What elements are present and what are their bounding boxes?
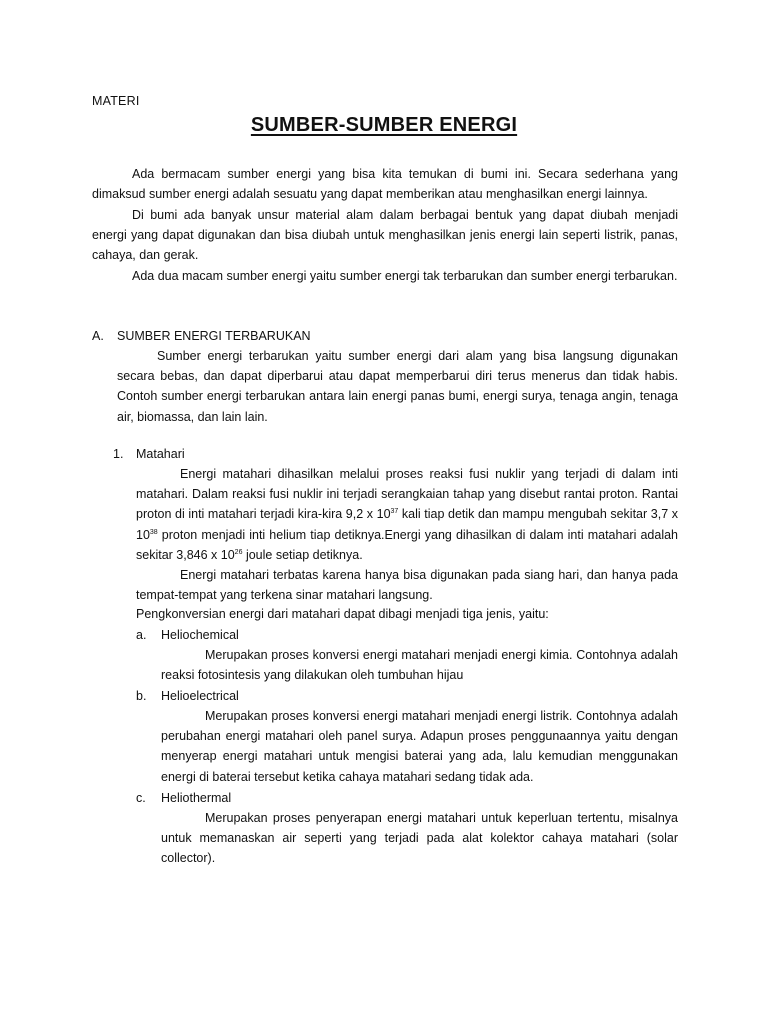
- exponent-37: 37: [390, 508, 399, 516]
- section-a-paragraph: Sumber energi terbarukan yaitu sumber energi dari alam yang bisa langsung digunakan secara bebas, dan dapat diperbarui atau dapat memperbarui diri terus menerus dan tidak habis. Contoh sumber energi terbarukan antara lain energi panas bumi, energi surya, tenaga angin, tenaga air, biomassa, dan lain lain.: [117, 349, 678, 424]
- item-b-title: Helioelectrical: [161, 689, 239, 703]
- intro-paragraph-3: Ada dua macam sumber energi yaitu sumber energi tak terbarukan dan sumber energi terbarukan.: [132, 269, 678, 283]
- matahari-paragraph-3: Pengkonversian energi dari matahari dapat dibagi menjadi tiga jenis, yaitu:: [136, 607, 549, 621]
- intro-paragraph-1: Ada bermacam sumber energi yang bisa kita temukan di bumi ini. Secara sederhana yang dimaksud sumber energi adalah sesuatu yang dapat memberikan atau menghasilkan energi lainnya.: [92, 167, 678, 202]
- item-c-title: Heliothermal: [161, 791, 232, 805]
- exponent-26: 26: [234, 548, 243, 556]
- matahari-paragraph-1: Energi matahari dihasilkan melalui proses reaksi fusi nuklir yang terjadi di dalam inti matahari. Dalam reaksi fusi nuklir ini terjadi serangkaian tahap yang disebut rantai proton. Rantai proton di inti matahari terjadi kira-kira 9,2 x $10^{37}$ kali tiap detik dan mampu mengubah sekitar 3,7 x $10^{38}$ proton menjadi inti helium tiap detiknya.Energi yang dihasilkan di dalam inti matahari adalah sekitar 3,846 x $10^{26}$ joule setiap detiknya.: [136, 467, 678, 562]
- item-a-title: Heliochemical: [161, 628, 239, 642]
- matahari-marker: 1.: [113, 447, 124, 461]
- header-label: MATERI: [92, 94, 140, 108]
- item-a-text: Merupakan proses konversi energi matahari menjadi energi kimia. Contohnya adalah reaksi fotosintesis yang dilakukan oleh tumbuhan hijau: [161, 648, 678, 683]
- item-c-text: Merupakan proses penyerapan energi matahari untuk keperluan tertentu, misalnya untuk memanaskan air seperti yang terjadi pada alat kolektor cahaya matahari (solar collector).: [161, 811, 678, 866]
- section-a-heading: SUMBER ENERGI TERBARUKAN: [117, 329, 311, 343]
- item-b-text: Merupakan proses konversi energi matahari menjadi energi listrik. Contohnya adalah perubahan energi matahari oleh panel surya. Adapun proses penggunaannya yaitu dengan menyerap energi matahari untuk mengisi baterai yang ada, lalu kemudian menggunakan energi di baterai tersebut ketika cahaya matahari sedang tidak ada.: [161, 709, 678, 784]
- matahari-paragraph-2: Energi matahari terbatas karena hanya bisa digunakan pada siang hari, dan hanya pada tempat-tempat yang terkena sinar matahari langsung.: [136, 568, 678, 603]
- document-title: SUMBER-SUMBER ENERGI: [250, 114, 518, 136]
- section-a-marker: A.: [92, 329, 104, 343]
- matahari-heading: Matahari: [136, 447, 185, 461]
- item-c-marker: c.: [136, 791, 146, 805]
- exponent-38: 38: [149, 528, 158, 536]
- item-a-marker: a.: [136, 628, 147, 642]
- item-b-marker: b.: [136, 689, 147, 703]
- intro-paragraph-2: Di bumi ada banyak unsur material alam dalam berbagai bentuk yang dapat diubah menjadi energi yang dapat digunakan dan bisa diubah untuk menghasilkan jenis energi lain seperti listrik, panas, cahaya, dan gerak.: [92, 208, 678, 263]
